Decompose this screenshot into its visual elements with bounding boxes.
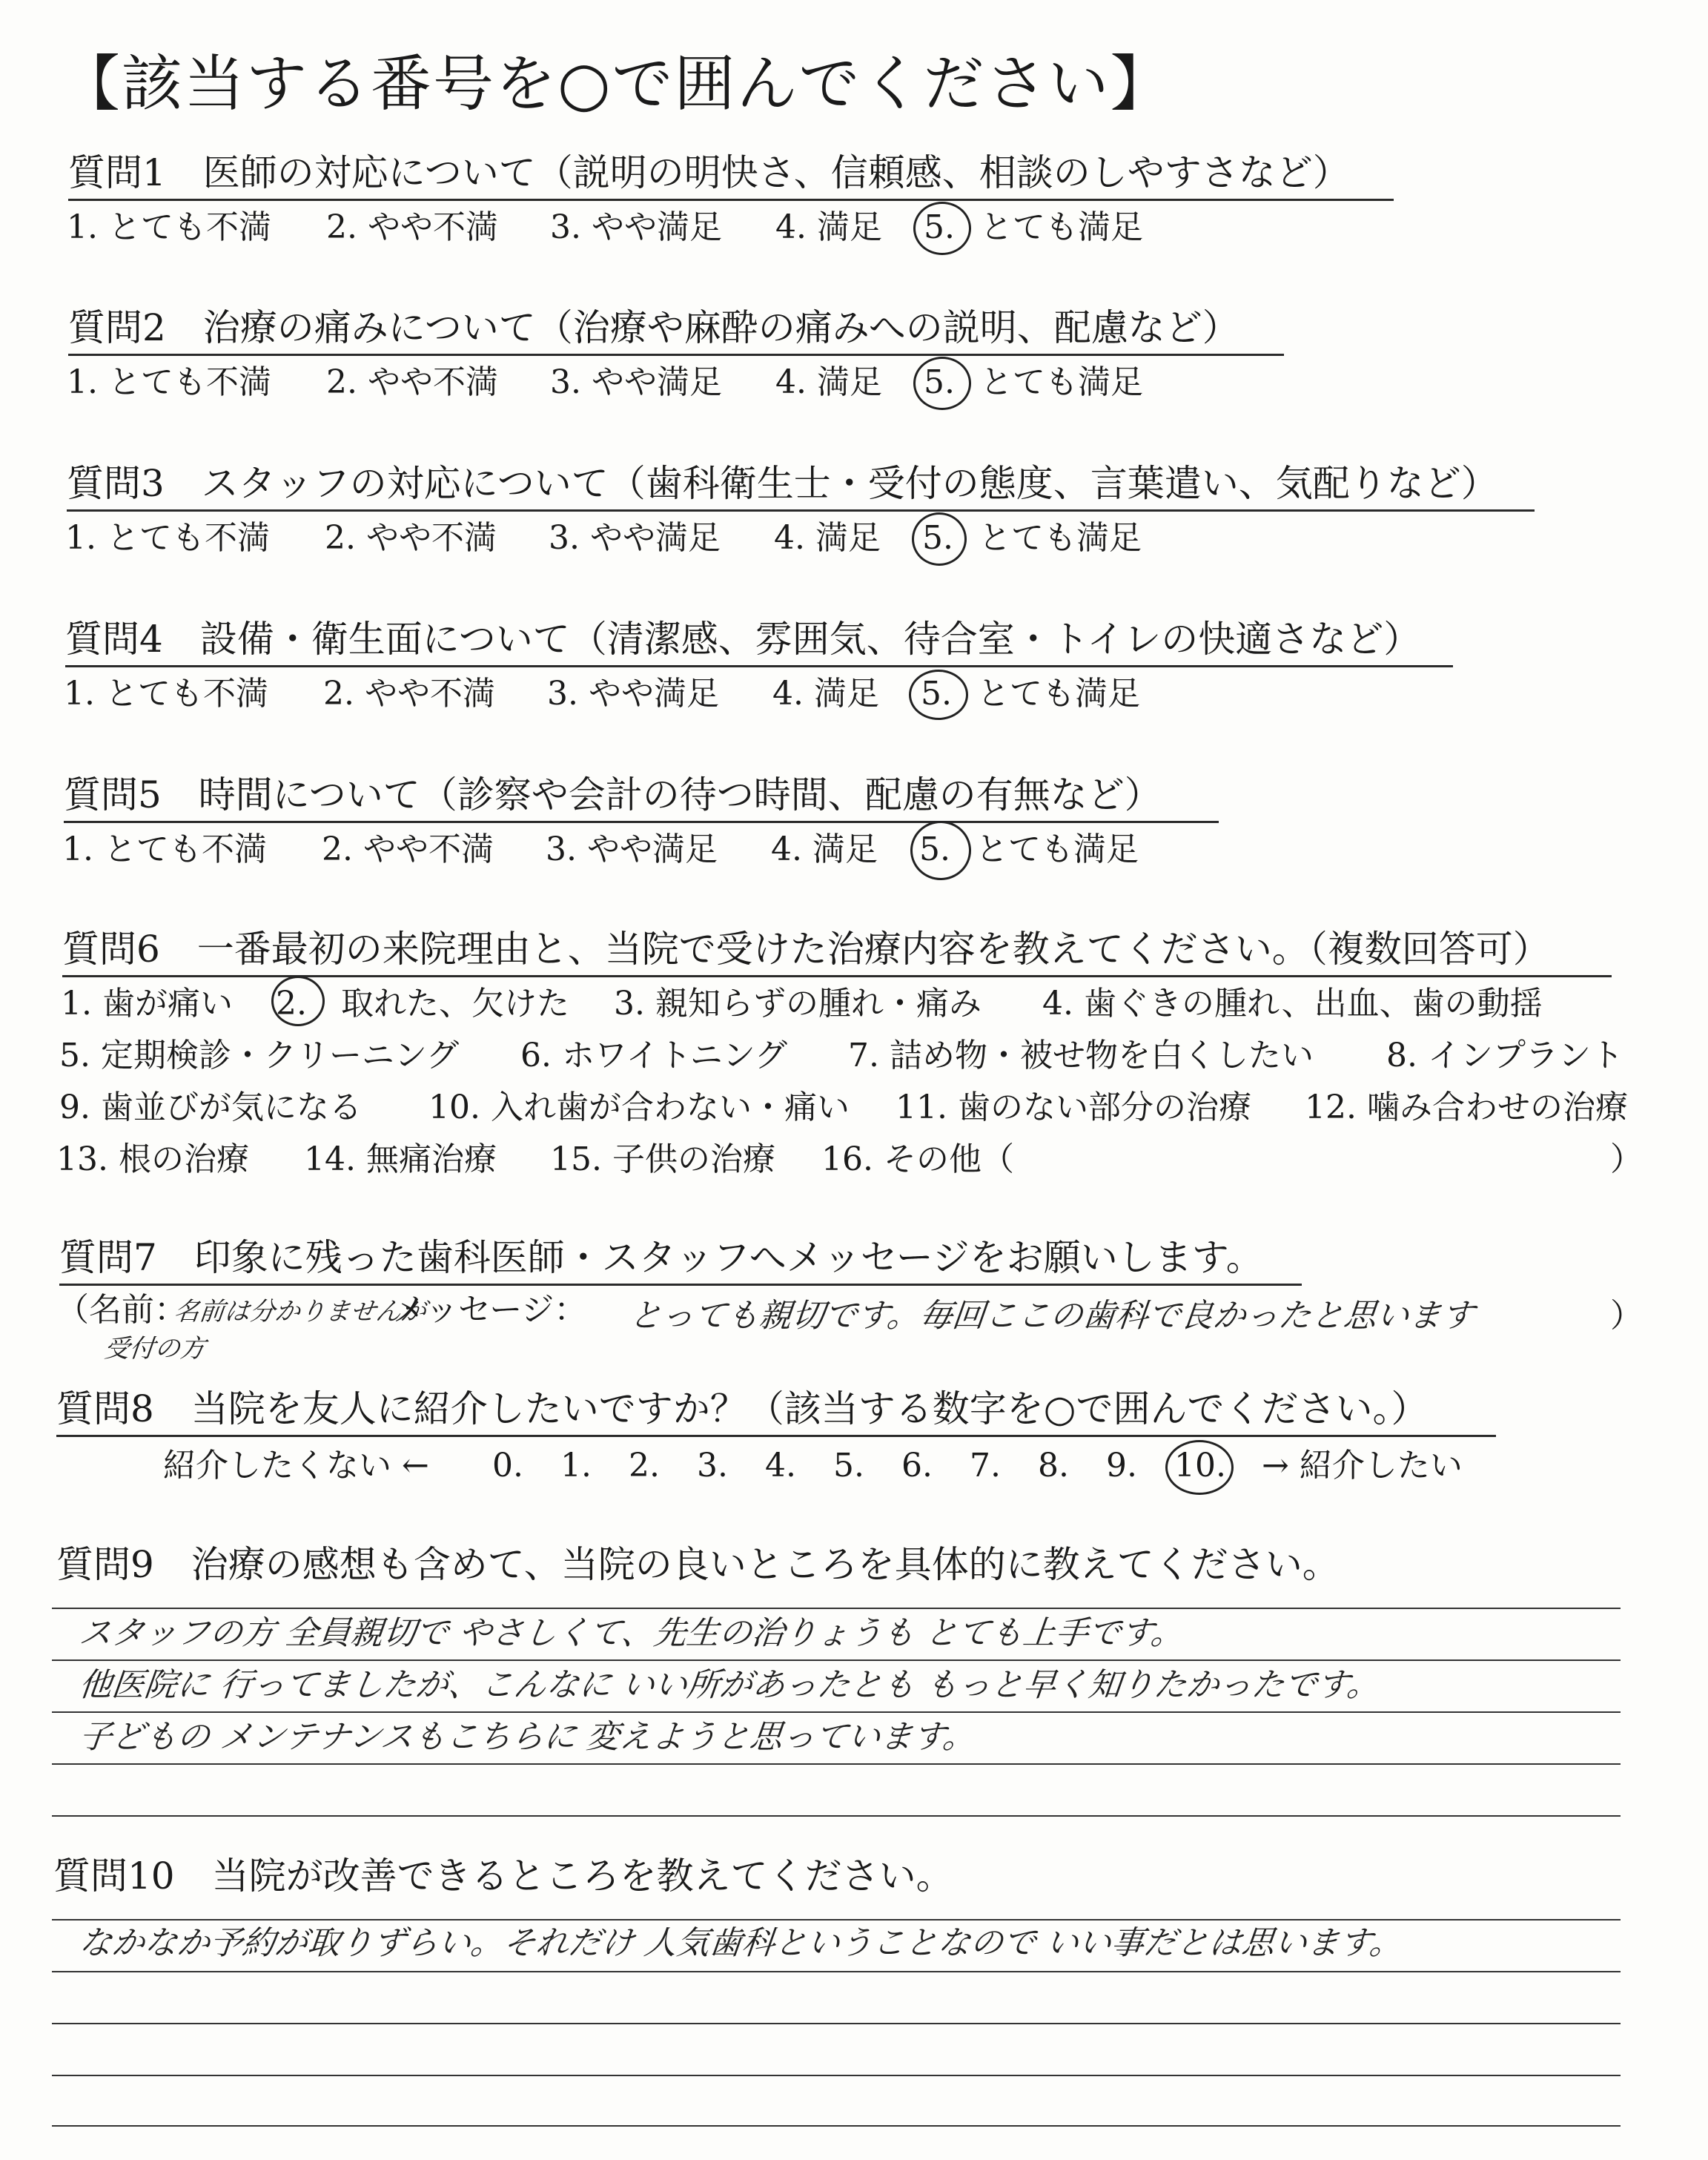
q6-option-8[interactable]: 8. インプラント: [1386, 1037, 1623, 1074]
page-title: 【該当する番号を○で囲んでください】: [59, 49, 1173, 119]
q1-underline: [68, 199, 1394, 201]
q1-option-4[interactable]: 4. 満足: [775, 208, 882, 246]
q4-option-4[interactable]: 4. 満足: [772, 675, 879, 713]
q8-right-label: → 紹介したい: [1262, 1447, 1463, 1484]
q2-option-5-label: とても満足: [980, 363, 1143, 401]
q7-underline: [59, 1284, 1302, 1286]
q4-title: 質問4 設備・衛生面について（清潔感、雰囲気、待合室・トイレの快適さなど）: [65, 618, 1421, 661]
q1-option-5[interactable]: 5.: [924, 208, 955, 246]
q5-option-1[interactable]: 1. とても不満: [62, 830, 267, 868]
q2-option-1[interactable]: 1. とても不満: [67, 363, 271, 401]
q3-option-2[interactable]: 2. やや不満: [325, 519, 497, 557]
q6-option-7[interactable]: 7. 詰め物・被せ物を白くしたい: [848, 1037, 1314, 1074]
q4-option-2[interactable]: 2. やや不満: [323, 675, 495, 713]
q3-selection-circle: [912, 512, 967, 566]
q8-option-2[interactable]: 2.: [629, 1447, 660, 1484]
q7-title: 質問7 印象に残った歯科医師・スタッフへメッセージをお願いします。: [59, 1236, 1263, 1279]
q10-title: 質問10 当院が改善できるところを教えてください。: [53, 1855, 953, 1898]
q6-option-4[interactable]: 4. 歯ぐきの腫れ、出血、歯の動揺: [1042, 985, 1543, 1023]
q5-option-5[interactable]: 5.: [919, 830, 950, 868]
q9-rule-4: [52, 1815, 1621, 1817]
q8-title: 質問8 当院を友人に紹介したいですか？（該当する数字を○で囲んでください。）: [56, 1387, 1429, 1430]
q6-option-1[interactable]: 1. 歯が痛い: [61, 985, 233, 1023]
q10-rule-4: [52, 2125, 1621, 2127]
q1-title: 質問1 医師の対応について（説明の明快さ、信頼感、相談のしやすさなど）: [68, 151, 1350, 194]
q2-underline: [68, 354, 1284, 356]
q8-option-1[interactable]: 1.: [560, 1447, 592, 1484]
q3-option-5[interactable]: 5.: [922, 519, 953, 557]
q1-option-3[interactable]: 3. やや満足: [550, 208, 722, 246]
q1-option-1[interactable]: 1. とても不満: [67, 208, 271, 246]
q8-option-5[interactable]: 5.: [833, 1447, 864, 1484]
q7-name-value-line2[interactable]: 受付の方: [102, 1334, 207, 1364]
q4-underline: [65, 665, 1453, 667]
q2-selection-circle: [913, 357, 971, 410]
q2-option-3[interactable]: 3. やや満足: [550, 363, 722, 401]
q6-option-3[interactable]: 3. 親知らずの腫れ・痛み: [614, 985, 982, 1023]
q4-option-5[interactable]: 5.: [921, 675, 952, 713]
q6-title: 質問6 一番最初の来院理由と、当院で受けた治療内容を教えてください。（複数回答可）: [62, 928, 1550, 971]
q4-option-5-label: とても満足: [977, 675, 1140, 713]
q7-message-value[interactable]: とっても親切です。毎回ここの歯科で良かったと思います: [627, 1297, 1477, 1335]
q6-option-12[interactable]: 12. 噛み合わせの治療: [1305, 1089, 1628, 1126]
q6-option-15[interactable]: 15. 子供の治療: [550, 1140, 775, 1178]
q7-name-value[interactable]: 名前は分かりませんが: [172, 1297, 428, 1327]
q6-option-16[interactable]: 16. その他（: [821, 1140, 1014, 1178]
q6-option-9[interactable]: 9. 歯並びが気になる: [59, 1089, 362, 1126]
q4-option-3[interactable]: 3. やや満足: [547, 675, 719, 713]
q10-rule-0: [52, 1919, 1621, 1920]
q6-option-2-label: 取れた、欠けた: [341, 985, 569, 1023]
q5-option-5-label: とても満足: [976, 830, 1139, 868]
q9-rule-2: [52, 1711, 1621, 1713]
q8-left-label: 紹介したくない ←: [163, 1447, 429, 1484]
q8-selection-circle: [1165, 1440, 1234, 1495]
q8-option-9[interactable]: 9.: [1106, 1447, 1137, 1484]
q5-title: 質問5 時間について（診察や会計の待つ時間、配慮の有無など）: [64, 773, 1162, 816]
q9-answer-line-2[interactable]: 他医院に 行ってましたが、こんなに いい所があったとも もっと早く知りたかったです。: [77, 1666, 1382, 1704]
q10-rule-1: [52, 1971, 1621, 1972]
q9-answer-line-1[interactable]: スタッフの方 全員親切で やさしくて、先生の治りょうも とても上手です。: [77, 1614, 1186, 1652]
q7-message-label: メッセージ：: [393, 1291, 587, 1329]
q9-answer-line-3[interactable]: 子どもの メンテナンスもこちらに 変えようと思っています。: [77, 1718, 978, 1756]
q7-close: ）: [1610, 1297, 1643, 1335]
q8-option-7[interactable]: 7.: [970, 1447, 1001, 1484]
q5-option-4[interactable]: 4. 満足: [771, 830, 878, 868]
q2-option-2[interactable]: 2. やや不満: [326, 363, 498, 401]
q8-option-0[interactable]: 0.: [492, 1447, 523, 1484]
q5-underline: [64, 821, 1219, 823]
q4-selection-circle: [909, 670, 968, 720]
q5-option-3[interactable]: 3. やや満足: [546, 830, 718, 868]
q8-option-6[interactable]: 6.: [901, 1447, 933, 1484]
q3-underline: [67, 509, 1535, 512]
q5-selection-circle: [910, 821, 971, 880]
q7-name-label: （名前：: [56, 1291, 187, 1329]
q6-option-10[interactable]: 10. 入れ歯が合わない・痛い: [428, 1089, 850, 1126]
q6-option-11[interactable]: 11. 歯のない部分の治療: [896, 1089, 1251, 1126]
q3-option-3[interactable]: 3. やや満足: [549, 519, 721, 557]
q3-option-4[interactable]: 4. 満足: [774, 519, 881, 557]
q2-option-5[interactable]: 5.: [924, 363, 955, 401]
q1-option-5-label: とても満足: [980, 208, 1143, 246]
q8-option-8[interactable]: 8.: [1038, 1447, 1069, 1484]
q8-underline: [56, 1435, 1496, 1437]
q10-rule-3: [52, 2075, 1621, 2076]
q9-rule-3: [52, 1763, 1621, 1765]
q10-answer-line-1[interactable]: なかなか予約が取りずらい。それだけ 人気歯科ということなので いい事だとは思います。: [77, 1924, 1405, 1962]
q6-option-13[interactable]: 13. 根の治療: [56, 1140, 249, 1178]
q9-rule-0: [52, 1608, 1621, 1609]
q6-option-5[interactable]: 5. 定期検診・クリーニング: [59, 1037, 460, 1074]
q9-rule-1: [52, 1659, 1621, 1661]
q6-option-2[interactable]: 2.: [276, 985, 307, 1023]
q1-option-2[interactable]: 2. やや不満: [326, 208, 498, 246]
q8-option-3[interactable]: 3.: [697, 1447, 728, 1484]
q8-option-4[interactable]: 4.: [765, 1447, 796, 1484]
q6-option-6[interactable]: 6. ホワイトニング: [520, 1037, 788, 1074]
q3-option-5-label: とても満足: [979, 519, 1142, 557]
q3-title: 質問3 スタッフの対応について（歯科衛生士・受付の態度、言葉遣い、気配りなど）: [67, 462, 1498, 505]
q6-option-14[interactable]: 14. 無痛治療: [304, 1140, 497, 1178]
q1-selection-circle: [913, 202, 971, 255]
q4-option-1[interactable]: 1. とても不満: [64, 675, 268, 713]
q6-other-close: ）: [1610, 1140, 1643, 1178]
q8-option-10[interactable]: 10.: [1174, 1447, 1226, 1484]
q5-option-2[interactable]: 2. やや不満: [322, 830, 494, 868]
q2-title: 質問2 治療の痛みについて（治療や麻酔の痛みへの説明、配慮など）: [68, 306, 1239, 349]
q6-selection-circle: [271, 976, 325, 1026]
q10-rule-2: [52, 2023, 1621, 2024]
q9-title: 質問9 治療の感想も含めて、当院の良いところを具体的に教えてください。: [56, 1543, 1340, 1586]
q3-option-1[interactable]: 1. とても不満: [65, 519, 270, 557]
q2-option-4[interactable]: 4. 満足: [775, 363, 882, 401]
